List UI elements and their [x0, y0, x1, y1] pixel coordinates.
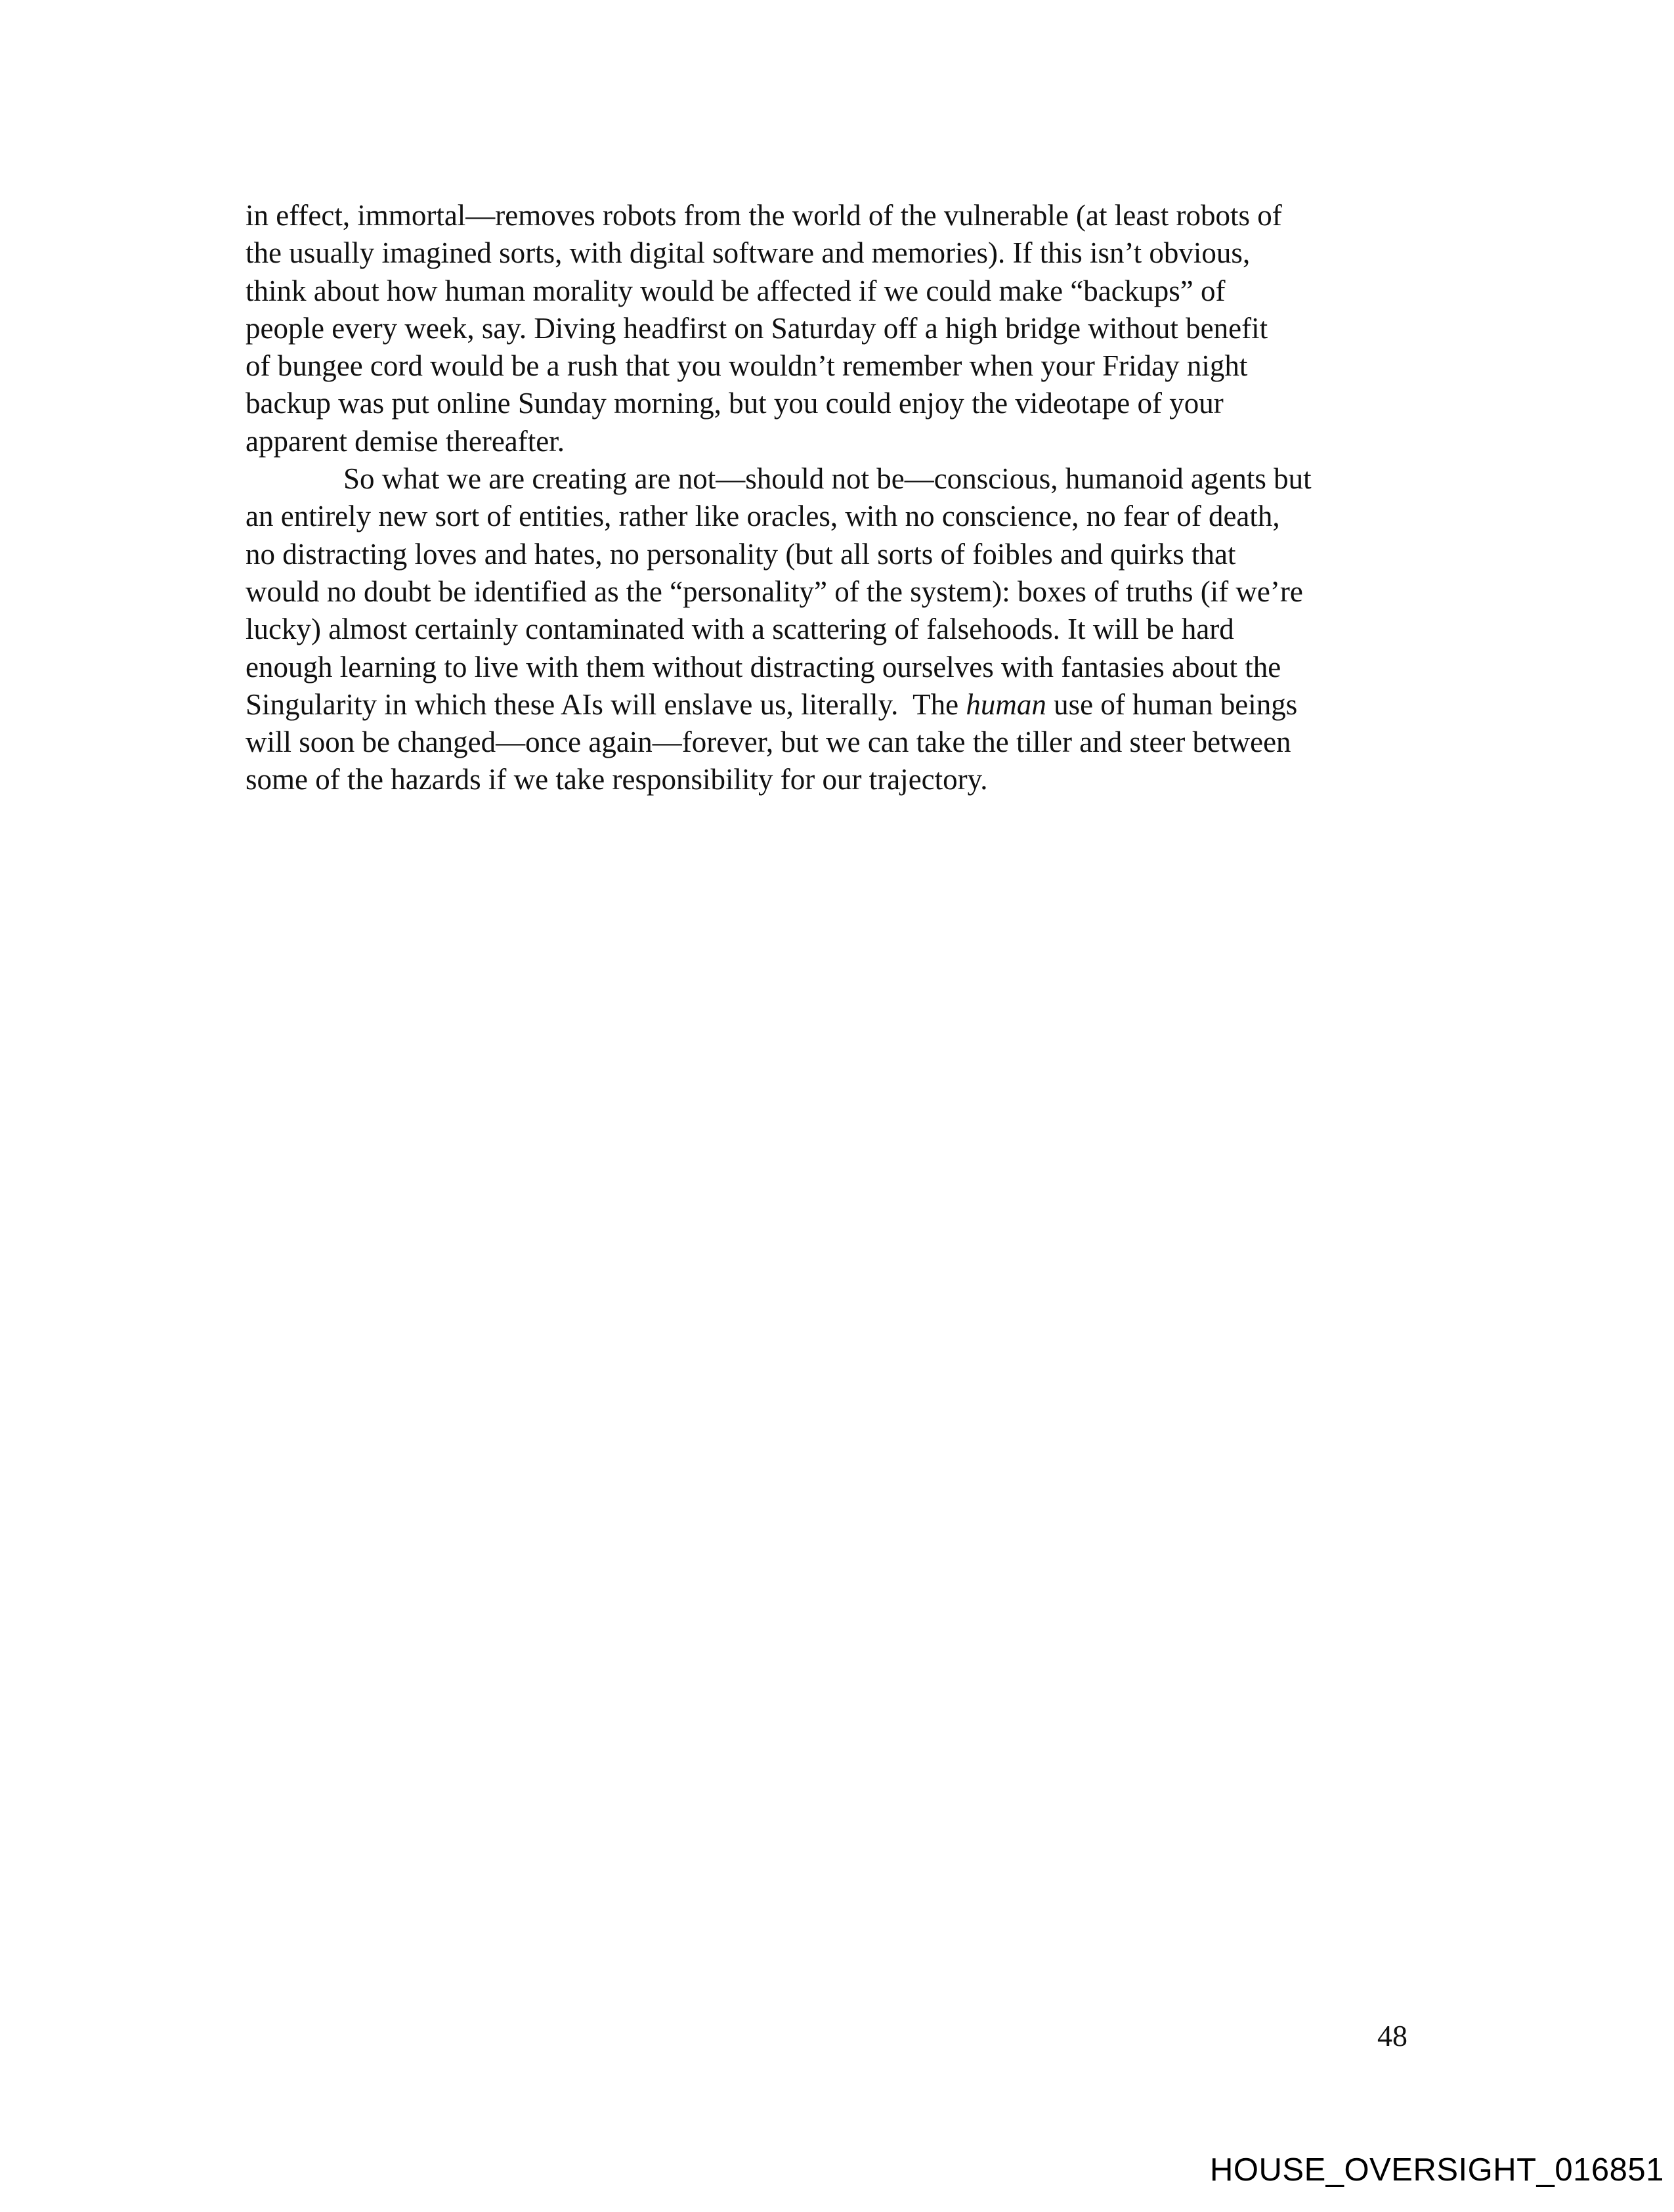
- text-line: of bungee cord would be a rush that you wouldn’t remember when your Friday night: [246, 349, 1248, 383]
- bates-stamp: HOUSE_OVERSIGHT_016851: [1210, 2152, 1664, 2188]
- emphasized-word: human: [966, 687, 1046, 721]
- text-line: will soon be changed—once again—forever, but we can take the tiller and steer between: [246, 726, 1291, 759]
- text-segment: use of human beings: [1046, 687, 1298, 721]
- text-line: enough learning to live with them without distracting ourselves with fantasies about the: [246, 650, 1281, 683]
- text-line-with-emphasis: [246, 686, 1447, 724]
- text-line: backup was put online Sunday morning, but you could enjoy the videotape of your: [246, 387, 1224, 420]
- text-line: people every week, say. Diving headfirst on Saturday off a high bridge without benefit: [246, 311, 1268, 345]
- text-line: no distracting loves and hates, no personality (but all sorts of foibles and quirks that: [246, 537, 1236, 571]
- body-text: [246, 197, 1447, 799]
- text-line: would no doubt be identified as the “personality” of the system): boxes of truths (if we’re: [246, 575, 1303, 608]
- text-line: some of the hazards if we take responsibility for our trajectory.: [246, 763, 988, 796]
- paragraph-2: [246, 460, 1447, 799]
- text-line: an entirely new sort of entities, rather like oracles, with no conscience, no fear of death,: [246, 500, 1280, 533]
- paragraph-1: [246, 197, 1447, 460]
- text-line: apparent demise thereafter.: [246, 424, 565, 458]
- text-line: the usually imagined sorts, with digital software and memories). If this isn’t obvious,: [246, 236, 1251, 270]
- text-line: lucky) almost certainly contaminated with a scattering of falsehoods. It will be hard: [246, 613, 1234, 646]
- page-number: 48: [1377, 2019, 1407, 2052]
- text-line: in effect, immortal—removes robots from the world of the vulnerable (at least robots of: [246, 199, 1282, 232]
- text-line: think about how human morality would be affected if we could make “backups” of: [246, 274, 1226, 307]
- text-segment: Singularity in which these AIs will enslave us, literally. The: [246, 687, 966, 721]
- text-line-indented: So what we are creating are not—should not be—conscious, humanoid agents but: [343, 462, 1312, 496]
